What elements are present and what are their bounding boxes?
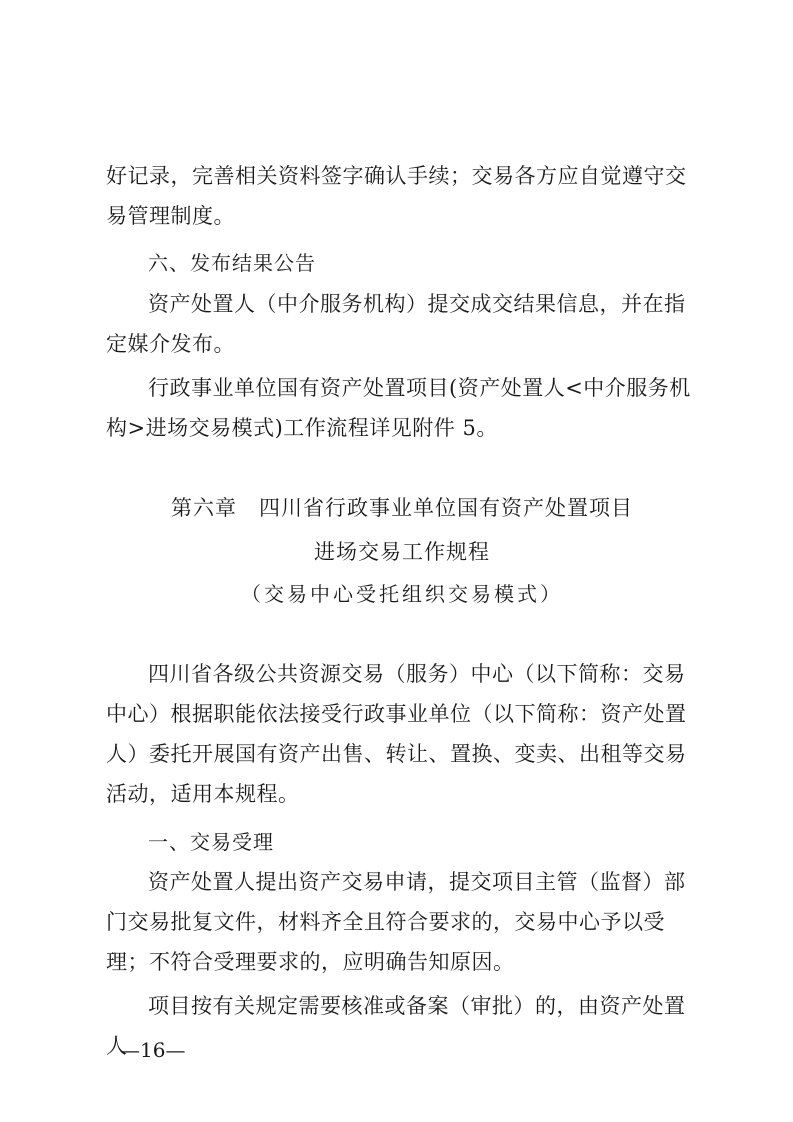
paragraph-scope: 四川省各级公共资源交易（服务）中心（以下简称：交易中心）根据职能依法接受行政事业单位（以下简称：资产处置人）委托开展国有资产出售、转让、置换、变卖、出租等交易活动，适用本规程。 xyxy=(106,662,687,806)
paragraph-workflow-attachment: 行政事业单位国有资产处置项目(资产处置人<中介服务机构>进场交易模式)工作流程详见附件 5。 xyxy=(106,376,691,440)
section-heading-acceptance: 一、交易受理 xyxy=(148,830,274,854)
chapter-title-line2: 进场交易工作规程 xyxy=(314,540,490,564)
page-number: —16— xyxy=(120,1038,186,1062)
chapter-title-line1: 第六章 四川省行政事业单位国有资产处置项目 xyxy=(171,496,633,520)
chapter-subtitle: （交易中心受托组织交易模式） xyxy=(241,582,563,606)
paragraph-submit-results: 资产处置人（中介服务机构）提交成交结果信息，并在指定媒介发布。 xyxy=(106,292,686,356)
paragraph-approval: 项目按有关规定需要核准或备案（审批）的，由资产处置人 xyxy=(106,994,686,1058)
section-heading-publish-results: 六、发布结果公告 xyxy=(148,251,316,275)
paragraph-record-keeping: 好记录，完善相关资料签字确认手续；交易各方应自觉遵守交易管理制度。 xyxy=(106,164,687,228)
paragraph-acceptance: 资产处置人提出资产交易申请，提交项目主管（监督）部门交易批复文件，材料齐全且符合要求的，交易中心予以受理；不符合受理要求的，应明确告知原因。 xyxy=(106,870,686,974)
